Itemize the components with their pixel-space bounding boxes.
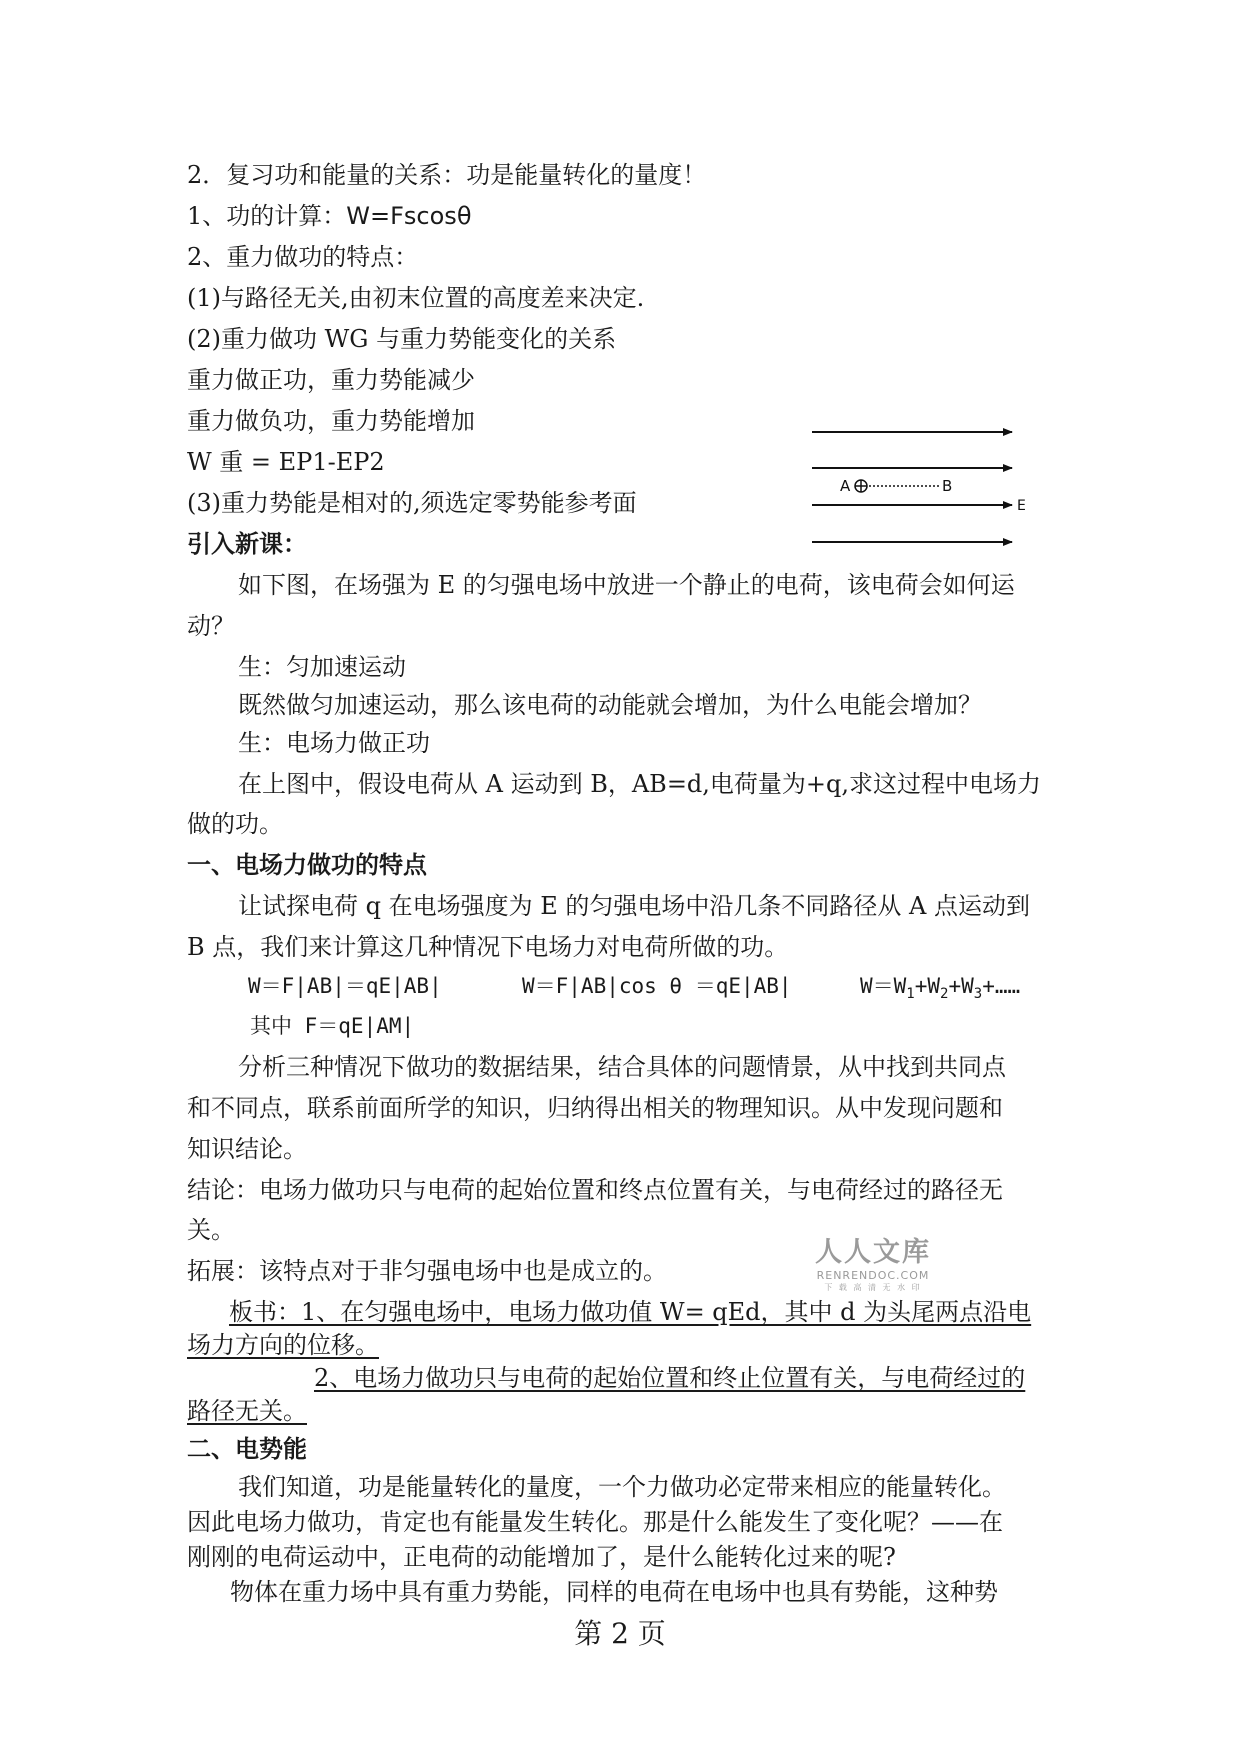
paragraph-line: B 点，我们来计算这几种情况下电场力对电荷所做的功。 (187, 933, 789, 961)
formula-case-2: W＝F|AB|cos θ ＝qE|AB| (522, 974, 792, 998)
board-note-1: 板书：1、在匀强电场中，电场力做功值 W= qEd，其中 d 为头尾两点沿电 (229, 1298, 1032, 1326)
paragraph-line: 知识结论。 (187, 1135, 307, 1163)
paragraph-line: 动？ (187, 612, 235, 640)
review-heading: 2．复习功和能量的关系：功是能量转化的量度！ (187, 161, 707, 189)
paragraph-line: 刚刚的电荷运动中，正电荷的动能增加了，是什么能转化过来的呢? (187, 1543, 896, 1571)
watermark-tiny: 下 载 高 清 无 水 印 (824, 1283, 922, 1292)
work-formula-label: 1、功的计算： (187, 202, 347, 230)
gravity-work-equation: W 重 = EP1-EP2 (187, 448, 385, 476)
watermark-sub: RENRENDOC.COM (816, 1269, 930, 1282)
student-answer: 生：匀加速运动 (238, 653, 406, 681)
positive-charge-icon (855, 480, 867, 492)
new-lesson-heading: 引入新课： (187, 529, 307, 558)
gravity-work-heading: 2、重力做功的特点： (187, 243, 419, 271)
page-number: 第 2 页 (574, 1617, 666, 1650)
watermark-main: 人人文库 (815, 1237, 931, 1268)
paragraph-line: 我们知道，功是能量转化的量度，一个力做功必定带来相应的能量转化。 (238, 1473, 1006, 1501)
work-formula: W=Fscosθ (346, 202, 472, 230)
paragraph-line: 和不同点，联系前面所学的知识，归纳得出相关的物理知识。从中发现问题和 (187, 1094, 1003, 1122)
paragraph-line: 因此电场力做功，肯定也有能量发生转化。那是什么能发生了变化呢？——在 (187, 1508, 1003, 1536)
student-answer: 生：电场力做正功 (238, 729, 430, 757)
conclusion-line: 关。 (187, 1216, 235, 1244)
paragraph-line: 如下图，在场强为 E 的匀强电场中放进一个静止的电荷，该电荷会如何运 (238, 571, 1015, 599)
gravity-point-3: (3)重力势能是相对的,须选定零势能参考面 (187, 489, 637, 517)
work-formula-line (187, 201, 472, 231)
electric-field-figure (812, 420, 1032, 550)
gravity-point-1: (1)与路径无关,由初末位置的高度差来决定. (187, 284, 645, 312)
gravity-negative-work: 重力做负功，重力势能增加 (187, 407, 475, 435)
gravity-point-2: (2)重力做功 WG 与重力势能变化的关系 (187, 325, 617, 353)
paragraph-line: 分析三种情况下做功的数据结果，结合具体的问题情景，从中找到共同点 (238, 1053, 1006, 1081)
formula-case-1: W＝F|AB|＝qE|AB| (248, 974, 442, 998)
section-2-heading: 二、电势能 (187, 1434, 307, 1463)
paragraph-line: 既然做匀加速运动，那么该电荷的动能就会增加，为什么电能会增加？ (238, 691, 982, 719)
paragraph-line: 做的功。 (187, 810, 283, 838)
point-a-label: A (840, 477, 851, 495)
formula-case-3: $W=W_1+W_2+W_3+\dots\dots$ (860, 974, 1021, 1003)
point-b-label: B (942, 477, 953, 495)
paragraph-line: 让试探电荷 q 在电场强度为 E 的匀强电场中沿几条不同路径从 A 点运动到 (238, 892, 1030, 920)
paragraph-line: 物体在重力场中具有重力势能，同样的电荷在电场中也具有势能，这种势 (230, 1578, 998, 1606)
board-note-2: 2、电场力做功只与电荷的起始位置和终止位置有关，与电荷经过的 (314, 1364, 1026, 1392)
section-1-heading: 一、电场力做功的特点 (187, 850, 427, 879)
field-e-label: E (1017, 498, 1026, 514)
conclusion-line: 结论：电场力做功只与电荷的起始位置和终点位置有关，与电荷经过的路径无 (187, 1176, 1003, 1204)
extension-line: 拓展：该特点对于非匀强电场中也是成立的。 (187, 1257, 667, 1285)
gravity-positive-work: 重力做正功，重力势能减少 (187, 366, 475, 394)
paragraph-line: 在上图中，假设电荷从 A 运动到 B，AB=d,电荷量为+q,求这过程中电场力 (238, 770, 1042, 798)
watermark-logo (808, 1237, 938, 1307)
board-note-2-cont: 路径无关。 (187, 1397, 307, 1425)
board-note-1-cont: 场力方向的位移。 (187, 1331, 379, 1359)
formula-force: 其中 F＝qE|AM| (250, 1014, 415, 1038)
